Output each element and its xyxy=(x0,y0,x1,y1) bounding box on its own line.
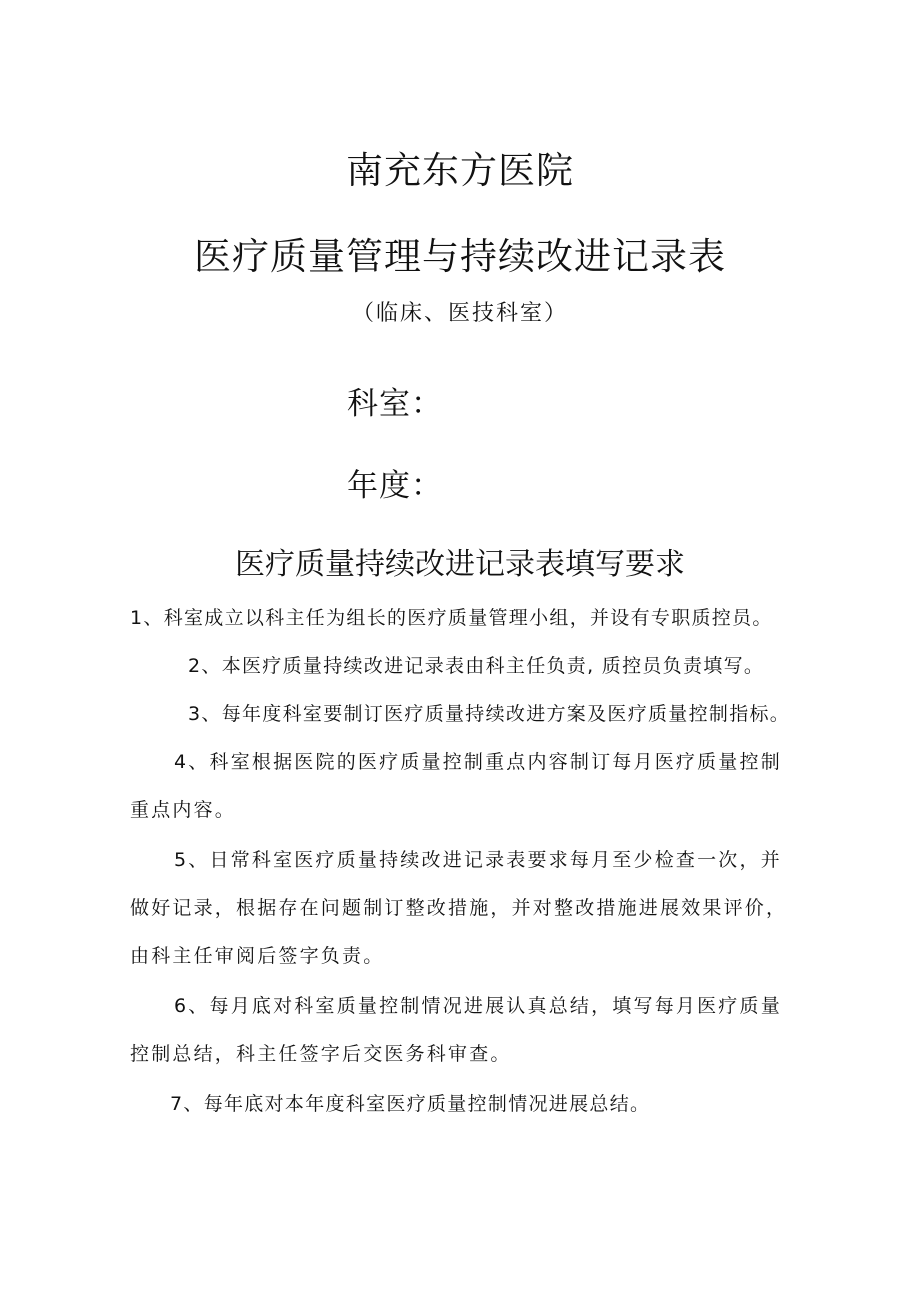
hospital-name: 南充东方医院 xyxy=(346,149,574,192)
requirement-item-2: 2、本医疗质量持续改进记录表由科主任负责, 质控员负责填写。 xyxy=(188,655,765,677)
requirement-item-7: 7、每年底对本年度科室医疗质量控制情况进展总结。 xyxy=(170,1093,651,1115)
requirement-item-3: 3、每年度科室要制订医疗质量持续改进方案及医疗质量控制指标。 xyxy=(188,703,791,725)
document-title: 医疗质量管理与持续改进记录表 xyxy=(194,235,726,278)
requirements-heading: 医疗质量持续改进记录表填写要求 xyxy=(235,547,685,582)
requirement-item-4: 4、科室根据医院的医疗质量控制重点内容制订每月医疗质量控制重点内容。 xyxy=(130,751,782,821)
requirement-item-5: 5、日常科室医疗质量持续改进记录表要求每月至少检查一次，并做好记录，根据存在问题制订整改措施，并对整改措施进展效果评价，由科主任审阅后签字负责。 xyxy=(130,849,788,967)
year-field-label: 年度： xyxy=(347,468,443,504)
requirement-item-6: 6、每月底对科室质量控制情况进展认真总结，填写每月医疗质量控制总结，科主任签字后交医务科审查。 xyxy=(130,995,782,1065)
requirement-item-1: 1、科室成立以科主任为组长的医疗质量管理小组，并设有专职质控员。 xyxy=(130,607,773,629)
document-subtitle: （临床、医技科室） xyxy=(351,301,568,326)
department-field-label: 科室： xyxy=(347,386,443,422)
